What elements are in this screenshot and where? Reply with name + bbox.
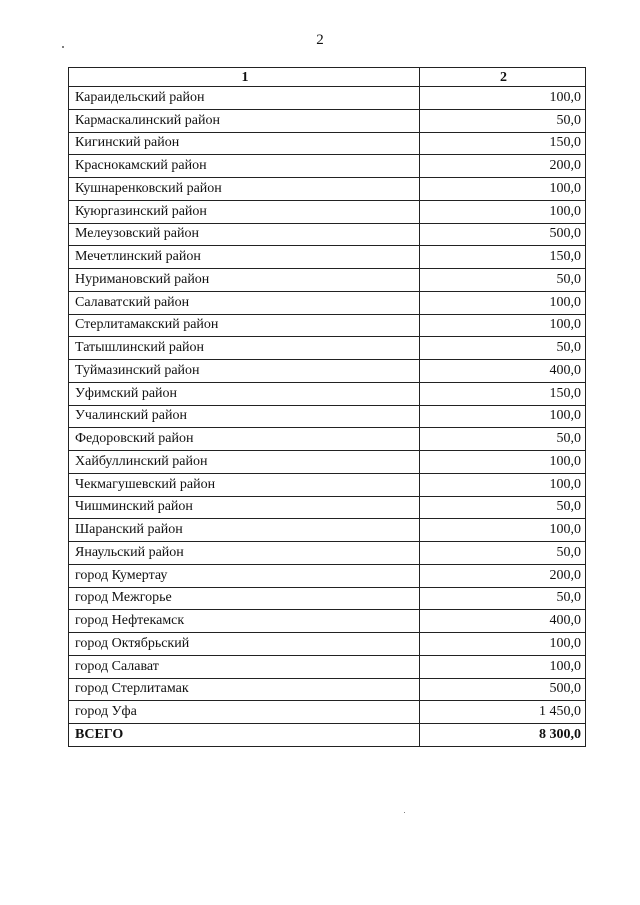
total-value: 8 300,0 xyxy=(420,724,586,747)
row-name: город Нефтекамск xyxy=(69,610,420,633)
row-name: город Уфа xyxy=(69,701,420,724)
table-row xyxy=(69,428,586,451)
row-name: Краснокамский район xyxy=(69,155,420,178)
row-value: 50,0 xyxy=(420,496,586,519)
table-row xyxy=(69,473,586,496)
row-name: Караидельский район xyxy=(69,87,420,110)
scan-speck xyxy=(404,812,405,813)
row-value: 400,0 xyxy=(420,360,586,383)
row-name: Стерлитамакский район xyxy=(69,314,420,337)
table-row xyxy=(69,291,586,314)
row-value: 50,0 xyxy=(420,428,586,451)
row-value: 100,0 xyxy=(420,633,586,656)
row-value: 200,0 xyxy=(420,564,586,587)
row-name: Шаранский район xyxy=(69,519,420,542)
table-row xyxy=(69,519,586,542)
row-name: Чишминский район xyxy=(69,496,420,519)
row-value: 150,0 xyxy=(420,132,586,155)
table-row xyxy=(69,246,586,269)
row-value: 100,0 xyxy=(420,87,586,110)
row-name: Хайбуллинский район xyxy=(69,451,420,474)
scan-speck xyxy=(62,46,64,48)
column-header-2: 2 xyxy=(420,68,586,87)
table-row xyxy=(69,496,586,519)
row-name: город Салават xyxy=(69,655,420,678)
table-row xyxy=(69,109,586,132)
total-label: ВСЕГО xyxy=(69,724,420,747)
row-value: 100,0 xyxy=(420,200,586,223)
row-name: Кушнаренковский район xyxy=(69,178,420,201)
table-row xyxy=(69,451,586,474)
row-value: 50,0 xyxy=(420,109,586,132)
table-row xyxy=(69,678,586,701)
row-value: 100,0 xyxy=(420,178,586,201)
row-name: город Кумертау xyxy=(69,564,420,587)
row-value: 100,0 xyxy=(420,291,586,314)
table-row xyxy=(69,405,586,428)
total-row xyxy=(69,724,586,747)
row-value: 100,0 xyxy=(420,655,586,678)
row-value: 50,0 xyxy=(420,269,586,292)
table-row xyxy=(69,269,586,292)
row-name: Кигинский район xyxy=(69,132,420,155)
row-name: Татышлинский район xyxy=(69,337,420,360)
row-name: Учалинский район xyxy=(69,405,420,428)
table-row xyxy=(69,360,586,383)
row-name: Чекмагушевский район xyxy=(69,473,420,496)
row-value: 1 450,0 xyxy=(420,701,586,724)
row-name: Нуримановский район xyxy=(69,269,420,292)
table-header-row xyxy=(69,68,586,87)
row-value: 500,0 xyxy=(420,678,586,701)
row-name: Мечетлинский район xyxy=(69,246,420,269)
table-row xyxy=(69,337,586,360)
table-row xyxy=(69,178,586,201)
row-value: 100,0 xyxy=(420,519,586,542)
table-row xyxy=(69,655,586,678)
row-value: 150,0 xyxy=(420,382,586,405)
column-header-1: 1 xyxy=(69,68,420,87)
row-value: 100,0 xyxy=(420,451,586,474)
row-name: город Межгорье xyxy=(69,587,420,610)
row-value: 150,0 xyxy=(420,246,586,269)
page-number: 2 xyxy=(316,32,324,48)
row-name: Уфимский район xyxy=(69,382,420,405)
row-name: Куюргазинский район xyxy=(69,200,420,223)
row-value: 500,0 xyxy=(420,223,586,246)
table-row xyxy=(69,87,586,110)
row-name: Туймазинский район xyxy=(69,360,420,383)
row-value: 50,0 xyxy=(420,337,586,360)
row-value: 50,0 xyxy=(420,587,586,610)
row-value: 50,0 xyxy=(420,542,586,565)
row-value: 100,0 xyxy=(420,405,586,428)
row-name: Янаульский район xyxy=(69,542,420,565)
row-value: 100,0 xyxy=(420,473,586,496)
table-body xyxy=(69,87,586,724)
row-value: 100,0 xyxy=(420,314,586,337)
data-table xyxy=(68,67,586,747)
row-name: Федоровский район xyxy=(69,428,420,451)
row-name: Мелеузовский район xyxy=(69,223,420,246)
table-row xyxy=(69,587,586,610)
table-row xyxy=(69,314,586,337)
table-row xyxy=(69,200,586,223)
table-row xyxy=(69,542,586,565)
row-value: 200,0 xyxy=(420,155,586,178)
table-row xyxy=(69,155,586,178)
table-row xyxy=(69,132,586,155)
row-value: 400,0 xyxy=(420,610,586,633)
row-name: город Стерлитамак xyxy=(69,678,420,701)
row-name: Салаватский район xyxy=(69,291,420,314)
table-row xyxy=(69,382,586,405)
row-name: Кармаскалинский район xyxy=(69,109,420,132)
table-row xyxy=(69,633,586,656)
table-row xyxy=(69,564,586,587)
table-row xyxy=(69,610,586,633)
row-name: город Октябрьский xyxy=(69,633,420,656)
table-row xyxy=(69,223,586,246)
table-row xyxy=(69,701,586,724)
